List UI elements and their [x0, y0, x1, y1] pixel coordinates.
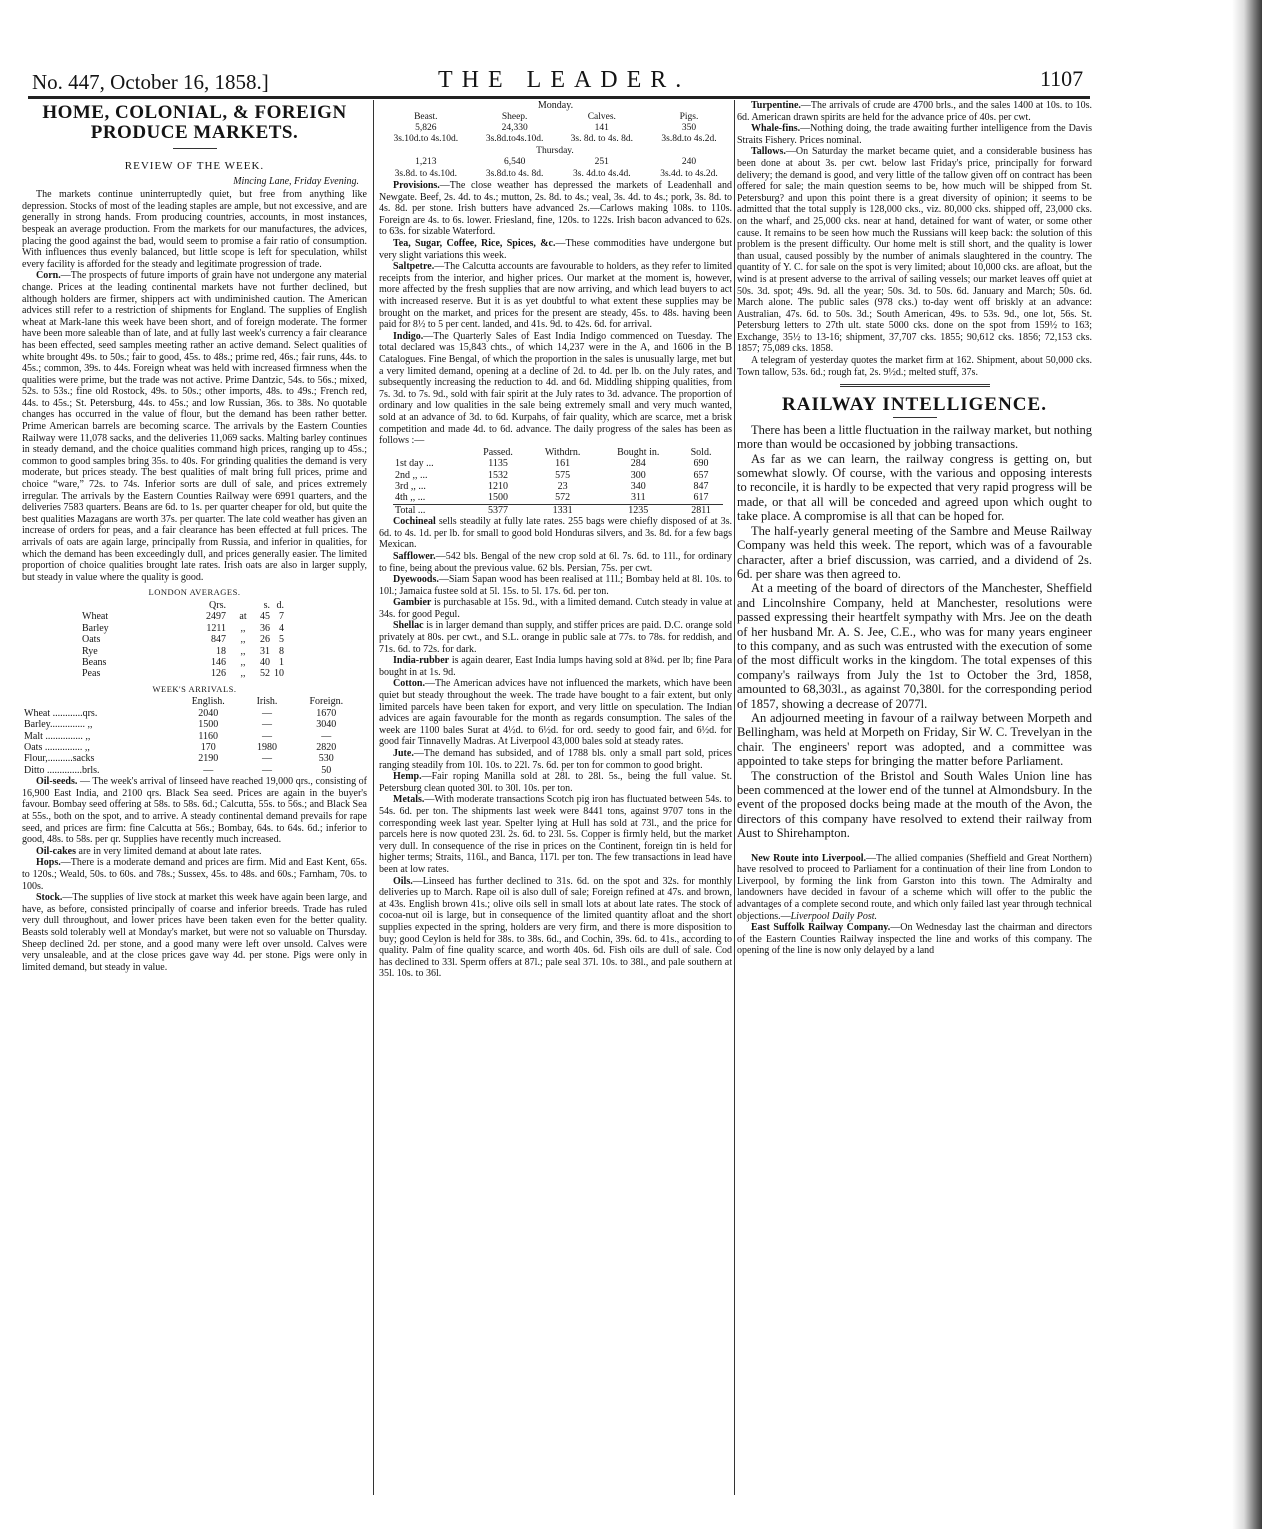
whalefins-paragraph: Whale-fins.—Nothing doing, the trade awaiting further intelligence from the Davis Straits Fishery. Prices nominal. [737, 123, 1092, 146]
table-row: Oats ............... ,, 170 1980 2820 [24, 742, 337, 754]
hemp-heading: Hemp. [393, 771, 422, 783]
table-row: 3rd ,, ... 1210 23 340 847 [395, 480, 709, 492]
table-row: 3s.10d.to 4s.10d. 3s.8d.to4s.10d. 3s. 8d. to 4s. 8d. 3s.8d.to 4s.2d. [393, 134, 717, 145]
column-3 [737, 100, 1092, 957]
table-row: Rye 18 ,, 31 8 [82, 645, 284, 657]
page-edge-shadow [1232, 0, 1262, 1529]
railway-paragraph: The half-yearly general meeting of the Sambre and Meuse Railway Company was held this week. The report, which was of a favourable character, after a brief discussion, was carried, and a dividend of 2s. 6d. per share was then agreed to. [737, 523, 1092, 581]
cotton-heading: Cotton. [393, 678, 425, 690]
arrivals-title: WEEK'S ARRIVALS. [152, 683, 237, 694]
intro-paragraph: The markets continue uninterruptedly quiet, but free from anything like depression. Stocks of most of the leading staples are ample, but not excessive, and are generally in strong hands. From producing countries, accounts, in most instances, bespeak an average production. From the markets for our manufactures, the advices, placing the good against the bad, would seem to promise a fair ratio of consumption. With influences thus evenly balanced, but little scope is left for speculation, whilst every facility is afforded for the steady and legitimate progression of trade. [22, 189, 367, 270]
table-row: 1st day ... 1135 161 284 690 [395, 458, 709, 470]
hemp-paragraph: Hemp.—Fair roping Manilla sold at 28l. to 28l. 5s., being the full value. St. Petersburg clean quoted 30l. to 30l. 10s. per ton. [379, 771, 732, 794]
jute-heading: Jute. [393, 748, 414, 759]
turpentine-heading: Turpentine. [751, 100, 801, 111]
column-divider [373, 100, 374, 1495]
hops-heading: Hops. [36, 857, 61, 869]
railway-paragraph: At a meeting of the board of directors of the Manchester, Sheffield and Lincolnshire Company, held at Manchester, resolutions were passed expressing their heartfelt sympathy with Mrs. Jee on the death of her husband Mr. A. S. Jee, C.E., who was for many years engineer to this company, and as such was entrusted with the execution of some of the most difficult works in the kingdom. The total expenses of this company's railways from July the 1st to October the 3rd, 1858, amounted to 68,303l., as against 70,380l. for the corresponding period of 1857, showing a decrease of 2077l. [737, 581, 1092, 711]
table-row: Beans 146 ,, 40 1 [82, 657, 284, 668]
page-number: 1107 [1040, 66, 1084, 91]
table-row: 4th ,, ... 1500 572 311 617 [393, 492, 723, 504]
table-header-row: Passed. Withdrn. Bought in. Sold. [483, 446, 712, 458]
col-d: d. [276, 599, 284, 611]
divider [173, 148, 217, 149]
cochineal-heading: Cochineal [393, 516, 436, 528]
stock-paragraph: Stock.—The supplies of live stock at market this week have again been large, and have, as before, consisted principally of coarse and inferior breeds. Trade has ruled very dull throughout, and lower prices have been taken even for the better quality. Beasts sold tolerably well at Monday's market, but were not so valuable on Thursday. Sheep declined 2d. per stone, and a good many were left over unsold. Calves were very unsaleable, and at the close prices gave way 4d. per stone. Pigs were only in limited demand, but steady in value. [22, 892, 367, 973]
arrivals-table [22, 696, 362, 776]
table-row: Barley.............. ,, 1500 — 3040 [24, 719, 337, 731]
liverpool-heading: New Route into Liverpool. [751, 852, 867, 864]
review-heading: REVIEW OF THE WEEK. [124, 160, 265, 172]
monday-heading: Monday. [537, 100, 574, 111]
table-row: Flour,..........sacks 2190 — 530 [24, 753, 334, 765]
safflower-paragraph: Safflower.—542 bls. Bengal of the new crop sold at 6l. 7s. 6d. to 11l., for ordinary to fine, being about the previous value. 62 bls. Persian, 75s. per cwt. [379, 550, 732, 574]
railway-paragraph: The construction of the Bristol and South Wales Union line has been commenced at the lower end of the tunnel at Almondsbury. In the event of the proposed docks being made at the mouth of the Avon, the directors of this company have resolved to extend their railway from Aust to Shirehampton. [737, 768, 1092, 841]
provisions-paragraph: Provisions.—The close weather has depressed the markets of Leadenhall and Newgate. Beef, 2s. 4d. to 4s.; mutton, 2s. 8d. to 4s.; veal, 3s. 4d. to 4s.; pork, 3s. 8d. to 4s. 8d. per stone. Irish butters have advanced 2s.—Carlows making 108s. to 110s. Foreign are 4s. to 6s. lower. Friesland, fine, 120s. to 122s. Irish bacon advanced to 62s. to 63s. for sizable Waterford. [379, 180, 732, 238]
table-total-row: Total ... 5377 1331 1235 2811 [395, 504, 711, 516]
saltpetre-heading: Saltpetre. [393, 261, 435, 273]
table-header-row [22, 696, 362, 707]
metals-heading: Metals. [393, 794, 425, 806]
averages-title: LONDON AVERAGES. [148, 587, 241, 598]
tallows-heading: Tallows. [751, 146, 786, 158]
oilseeds-paragraph: Oil-seeds. — The week's arrival of linseed have reached 19,000 qrs., consisting of 16,900 East India, and 2100 qrs. Black Sea seed. Prices are again in the buyer's favour. Bombay seed offering at 58s. to 58s. 6d.; Calcutta, 55s. to 56s.; and Black Sea at 55s., both on the spot, and to arrive. A steady continental demand prevails for rape seed, and prices are firm: fine Calcutta at 56s.; Bombay, 64s. to 64s. 6d.; inferior to good, 48s. to 58s. per qr. Supplies have recently much increased. [22, 776, 367, 846]
stock-heading: Stock. [36, 892, 63, 904]
col-qrs: Qrs. [209, 599, 226, 611]
dateline: Mincing Lane, Friday Evening. [233, 175, 359, 187]
indigo-table [393, 447, 723, 516]
shellac-paragraph: Shellac is in larger demand than supply, and stiffer prices are paid. D.C. orange sold privately at 80s. per cwt., and S.L. orange in public sale at 77s. to 78s. for reddish, and 71s. 6d. to 72s. for dark. [379, 620, 732, 655]
table-row: Wheat ............qrs. 2040 — 1670 [24, 707, 337, 719]
table-header-row [80, 600, 286, 611]
suffolk-paragraph: East Suffolk Railway Company.—On Wednesday last the chairman and directors of the Eastern Counties Railway inspected the line and works of this company. The opening of the line is now only delayed by a land [737, 922, 1092, 957]
indigo-paragraph: Indigo.—The Quarterly Sales of East India Indigo commenced on Tuesday. The total declared was 15,843 chts., of which 14,237 were in the A, and 1606 in the B Catalogues. Fine Bengal, of which the proportion in the sales is unusually large, met but a very limited demand, opening at a decline of 2d. to 4d. per lb. on the July rates, and subsequently increasing the reduction to 4d. and 6d. Middling shipping qualities, from 7s. 3d. to 7s. 9d., sold with fair spirit at the July rates to 3d. advance. The proportion of ordinary and low qualities in the sale being extremely small and very much wanted, sold at an advance of 3d. to 6d. Kurpahs, of fair quality, which are scarce, met a brisk competition and made 4d. to 6d. advance. The daily progress of the sales has been as follows :— [379, 330, 732, 447]
turpentine-paragraph: Turpentine.—The arrivals of crude are 4700 brls., and the sales 1400 at 10s. to 10s. 6d. American drawn spirits are held for the advance price of 40s. per cwt. [737, 100, 1092, 123]
divider [893, 417, 937, 418]
corn-text: The prospects of future imports of grain have not undergone any material change. Prices at the leading continental markets have not further declined, but although holders are firmer, shippers act with undiminished caution. The American advices still refer to a restriction of shipments for England. The supplies of English wheat at Mark-lane this week have been short, and of foreign moderate. The former have been more saleable than of late, and at fully last week's currency a fair clearance has been effected, seed samples meeting rather an active demand. Select qualities of white brought 49s. to 50s.; fair to good, 45s. to 48s.; prime red, 46s.; fair runs, 44s. to 45s.; common, 39s. to 44s. Foreign wheat was held with increased firmness when the qualities were prime, but the trade was not active. Prime Dantzic, 54s. to 56s.; mixed, 52s. to 53s.; fine old Rostock, 49s. to 50s.; other imports, 48s. to 49s.; French red, 44s. to 45s.; St. Petersburg, 44s. to 45s.; and low Russian, 36s. to 38s. No quotable changes has occurred in the value of flour, but the demand has been rather better. Prime American barrels are becoming scarce. The arrivals by the Eastern Counties Railway were 11,078 sacks, and the deliveries 11,069 sacks. Malting barley continues in steady demand, and the choice qualities command high prices, ranging up to 45s.; common to good samples bring 35s. to 40s. For grinding qualities the demand is very moderate, but prices steady. The best qualities of malt bring full prices, prime and choice “ware,” 72s. to 74s. Inferior sorts are dull of sale, and prices extremely irregular. The arrivals by the Eastern Counties Railway were 6991 quarters, and the deliveries 7583 quarters. Beans are 6d. to 1s. per quarter cheaper for old, but quite the best qualities Mazagans are worth 37s. per quarter. The late cold weather has given an increase of orders for peas, and a fair clearance has been effected at full prices. The arrivals of oats are again large, principally from Russia, and inferior in qualities, for which the demand has been exceedingly dull, and prices generally easier. The limited proportion of choice qualities brought late rates. Irish oats are also in larger supply, but steady in value where the quality is good. [22, 270, 367, 583]
table-row: 1,213 6,540 251 240 [415, 157, 697, 168]
safflower-heading: Safflower. [393, 550, 436, 562]
markets-title-line2: PRODUCE MARKETS. [90, 122, 299, 143]
tea-paragraph: Tea, Sugar, Coffee, Rice, Spices, &c.—These commodities have undergone but very slight variations this week. [379, 238, 732, 261]
oilcakes-paragraph: Oil-cakes are in very limited demand at about late rates. [36, 845, 262, 857]
gambier-paragraph: Gambier is purchasable at 15s. 9d., with a limited demand. Cutch steady in value at 34s. for good Pegul. [379, 597, 732, 620]
railway-paragraph: As far as we can learn, the railway congress is getting on, but somewhat slowly. Of course, with the various and opposing interests to reconcile, it is hardly to be expected that very rapid progress will be made, or that all will be conceded and agreed upon which ought to take place. A compromise is all that can be hoped for. [737, 451, 1092, 524]
corn-paragraph: Corn.—The prospects of future imports of grain have not undergone any material change. Prices at the leading continental markets have not further declined, but although holders are firmer, shippers act with undiminished caution. The American advices still refer to a restriction of shipments for England. The supplies of English wheat at Mark-lane this week have been short, and of foreign moderate. The former have been more saleable than of late, and at fully last week's currency a fair clearance has been effected, seed samples meeting rather an active demand. Select qualities of white brought 49s. to 50s.; fair to good, 45s. to 48s.; prime red, 46s.; fair runs, 44s. to 45s.; common, 39s. to 44s. Foreign wheat was held with increased firmness when the qualities were prime, but the trade was not active. Prime Dantzic, 54s. to 56s.; mixed, 52s. to 53s.; fine old Rostock, 49s. to 50s.; other imports, 48s. to 49s.; French red, 44s. to 45s.; St. Petersburg, 44s. to 45s.; and low Russian, 36s. to 38s. No quotable changes has occurred in the value of flour, but the demand has been rather better. Prime American barrels are becoming scarce. The arrivals by the Eastern Counties Railway were 11,078 sacks, and the deliveries 11,069 sacks. Malting barley continues in steady demand, and the choice qualities command high prices, ranging up to 45s.; common to good samples bring 35s. to 40s. For grinding qualities the demand is very moderate, but prices steady. The best qualities of malt bring full prices, prime and choice “ware,” 72s. to 74s. Inferior sorts are dull of sale, and prices extremely irregular. The arrivals by the Eastern Counties Railway were 6991 quarters, and the deliveries 7583 quarters. Beans are 6d. to 1s. per quarter cheaper for old, but quite the best qualities Mazagans are worth 37s. per quarter. The late cold weather has given an increase of orders for peas, and a fair clearance has been effected at full prices. The arrivals of oats are again large, principally from Russia, and inferior in qualities, for which the demand has been exceedingly dull, and prices generally easier. The limited proportion of choice qualities brought late rates. Irish oats are also in larger supply, but steady in value where the quality is good. [22, 270, 367, 583]
table-row: 2nd ,, ... 1532 575 300 657 [395, 469, 709, 481]
railway-paragraph: There has been a little fluctuation in the railway market, but nothing more than would be occasioned by jobbing transactions. [737, 422, 1092, 452]
dyewoods-paragraph: Dyewoods.—Siam Sapan wood has been realised at 11l.; Bombay held at 8l. 10s. to 10l.; Jamaica fustee sold at 5l. 15s. to 5l. 17s. 6d. per ton. [379, 574, 732, 597]
railway-title: RAILWAY INTELLIGENCE. [782, 394, 1047, 416]
thursday-heading: Thursday. [536, 145, 574, 156]
telegram-paragraph: A telegram of yesterday quotes the market firm at 162. Shipment, about 50,000 cks. Town tallow, 53s. 6d.; rough fat, 2s. 9½d.; melted stuff, 37s. [737, 355, 1092, 378]
col-english: English. [191, 696, 225, 708]
corn-heading: Corn. [36, 270, 61, 282]
table-row: 3s.8d. to 4s.10d. 3s.8d.to 4s. 8d. 3s. 4d.to 4s.4d. 3s.4d. to 4s.2d. [394, 168, 718, 179]
column-2 [379, 100, 732, 980]
shellac-heading: Shellac [393, 620, 424, 632]
oilcakes-heading: Oil-cakes [36, 845, 76, 857]
masthead-title: THE LEADER. [438, 67, 691, 93]
table-row: Barley 1211 ,, 36 4 [82, 622, 284, 634]
col-irish: Irish. [256, 696, 278, 708]
stock-table [379, 112, 731, 180]
table-row: Malt ............... ,, 1160 — — [24, 730, 332, 742]
indiarubber-paragraph: India-rubber is again dearer, East India lumps having sold at 8¾d. per lb; fine Para bought in at 1s. 9d. [379, 655, 733, 678]
cochineal-paragraph: Cochineal sells steadily at fully late rates. 255 bags were chiefly disposed of at 3s. 6d. to 4s. 1d. per lb. for small to good bold Honduras silvers, and 3s. 8d. for a few bags Mexican. [379, 516, 733, 551]
whalefins-heading: Whale-fins. [751, 123, 801, 135]
averages-table [80, 600, 286, 680]
table-row: Peas 126 ,, 52 10 [82, 668, 284, 680]
oils-paragraph: Oils.—Linseed has further declined to 31s. 6d. on the spot and 32s. for monthly deliveries up to March. Rape oil is also dull of sale; Foreign refined at 47s. and brown, at 43s. English brown 41s.; olive oils sell in small lots at about late rates. The stock of cocoa-nut oil is large, but in consequence of the limited quantity afloat and the short supplies expected in the spring, holders are very firm, and there is more disposition to buy; good Ceylon is held for 38s. to 38s. 6d., and Cochin, 39s. 6d. to 41s., according to quality. Palm of fine quality scarce, and worth 40s. 6d. Fish oils are dull of sale. Cod has declined to 33l. Sperm offers at 87l.; pale seal 37l. 10s. to 38l., and pale southern at 35l. 10s. to 36l. [379, 875, 732, 980]
markets-title-line1: HOME, COLONIAL, & FOREIGN [42, 102, 347, 123]
table-header-row: Beast. Sheep. Calves. Pigs. [414, 111, 699, 122]
oilseeds-heading: Oil-seeds. [36, 776, 78, 788]
oils-heading: Oils. [393, 875, 413, 887]
railway-paragraph: An adjourned meeting in favour of a railway between Morpeth and Bellingham, was held at Morpeth on Friday, Sir W. C. Trevelyan in the chair. The engineers' report was adopted, and a committee was appointed to take steps for bringing the matter before Parliament. [737, 710, 1092, 769]
liverpool-source: Liverpool Daily Post. [790, 910, 877, 922]
column-divider [734, 100, 735, 1495]
indiarubber-heading: India-rubber [393, 655, 450, 667]
indigo-heading: Indigo. [393, 330, 424, 342]
saltpetre-paragraph: Saltpetre.—The Calcutta accounts are favourable to holders, as they refer to limited receipts from the interior, and higher prices. Our market at the moment is, however, more affected by the fresh supplies that are now arriving, and which lead buyers to act with increased reserve. But it is as yet doubtful to what extent these supplies may be brought on the market, and prices for the present are steady, 45s. to 48s. having been paid for 8½ to 5 per cent. landed, and 41s. 9d. to 42s. 6d. for arrival. [379, 261, 732, 331]
provisions-heading: Provisions. [393, 180, 440, 192]
tea-heading: Tea, Sugar, Coffee, Rice, Spices, &c. [393, 238, 556, 249]
metals-paragraph: Metals.—With moderate transactions Scotch pig iron has fluctuated between 54s. to 54s. 6d. per ton. The shipments last week were 8441 tons, against 9707 tons in the corresponding week last year. Spelter lying at Hull has sold at 73l., and the price for parcels here is now quoted 23l. 2s. 6d. to 23l. 5s. Copper is firmly held, but the market very dull. In consequence of the rise in prices on the Continent, foreign tin is held for higher terms; Straits, 116l., and Banca, 117l. per ton. The few transactions in lead have been at low rates. [379, 794, 732, 875]
liverpool-paragraph: New Route into Liverpool.—The allied companies (Sheffield and Great Northern) have resolved to proceed to Parliament for a continuation of their line from London to Liverpool, by forming the link from Garston into this town. The Admiralty and landowners have decided in favour of a scheme which will offer to the public the advantages of a complete second route, and which only failed last year through technical objections.—Liverpool Daily Post. [737, 852, 1092, 922]
table-row: 5,826 24,330 141 350 [415, 123, 697, 133]
section-divider [840, 384, 990, 387]
col-s: s. [263, 599, 270, 611]
tallows-paragraph: Tallows.—On Saturday the market became quiet, and a considerable business has been done at about 3s. per cwt. below last Friday's price, principally for forward delivery; the demand is good, and very little of the tallow given off on contract has been offered for sale; the main question seems to be, how much will be shipped from St. Petersburg? and upon this point there is a great diversity of opinion; it seems to be admitted that the total supply is 128,000 cks., viz. 80,000 cks. shipped off, 23,000 cks. on the wharf, and 25,000 cks. near at hand, detained for want of water, or some other cause. It remains to be seen how much the Russians will keep back: the solution of this problem is the present difficulty. Our home melt is still short, and the quality is lower than usual, caused possibly by the number of animals slaughtered in the country. The quantity of Y. C. for sale on the spot is very limited; about 10,000 cks. are afloat, but the wind is at present adverse to the arrival of sailing vessels; our market leaves off quiet at 50s. 3d. spot; 49s. 9d. all the year; 50s. 3d. to 50s. 6d. January and March; 50s. 6d. March alone. The public sales (978 cks.) to-day went off briskly at an advance: Australian, 47s. 6d. to 50s. 3d.; South American, 49s. to 53s. 9d., one lot, 56s. St. Petersburg letters to 27th ult. state 5000 cks. done on the spot from 159½ to 163; Exchange, 35½ to 13-16; shipment, 37,707 cks. 1855; 90,612 cks. 1856; 72,153 cks. 1857; 75,089 cks. 1858. [737, 146, 1092, 355]
gambier-heading: Gambier [393, 597, 432, 609]
issue-line: No. 447, October 16, 1858.] [32, 70, 269, 94]
table-row [379, 146, 731, 157]
table-row: Wheat 2497 at 45 7 [82, 611, 284, 623]
cotton-paragraph: Cotton.—The American advices have not influenced the markets, which have been quiet but steady throughout the week. The trade have bought to a fair extent, but only limited parcels have been taken for export, and very little on speculation. The Indian advices are again favourable for the month as regards consumption. The sales of the week are 1100 bales Surat at 4½d. to 6½d. for ord. seedy to good fair, and 6½d. for good fair Tinnavelly Madras. At Liverpool 43,000 bales sold at steady rates. [379, 678, 732, 748]
header-rule [28, 96, 1090, 99]
dyewoods-heading: Dyewoods. [393, 574, 439, 586]
hops-paragraph: Hops.—There is a moderate demand and prices are firm. Mid and East Kent, 65s. to 120s.; Weald, 50s. to 60s. and 78s.; Sussex, 45s. to 48s. and 60s.; Farnham, 70s. to 100s. [22, 857, 367, 892]
column-1 [22, 100, 367, 973]
table-row: Oats 847 ,, 26 5 [82, 634, 284, 646]
col-foreign: Foreign. [309, 696, 344, 708]
table-row: Ditto ..............brls. — — 50 [24, 764, 332, 776]
suffolk-heading: East Suffolk Railway Company. [751, 922, 891, 934]
jute-paragraph: Jute.—The demand has subsided, and of 1788 bls. only a small part sold, prices ranging steadily from 10l. 10s. to 22l. 7s. 6d. per ton for common to good bright. [379, 748, 732, 771]
